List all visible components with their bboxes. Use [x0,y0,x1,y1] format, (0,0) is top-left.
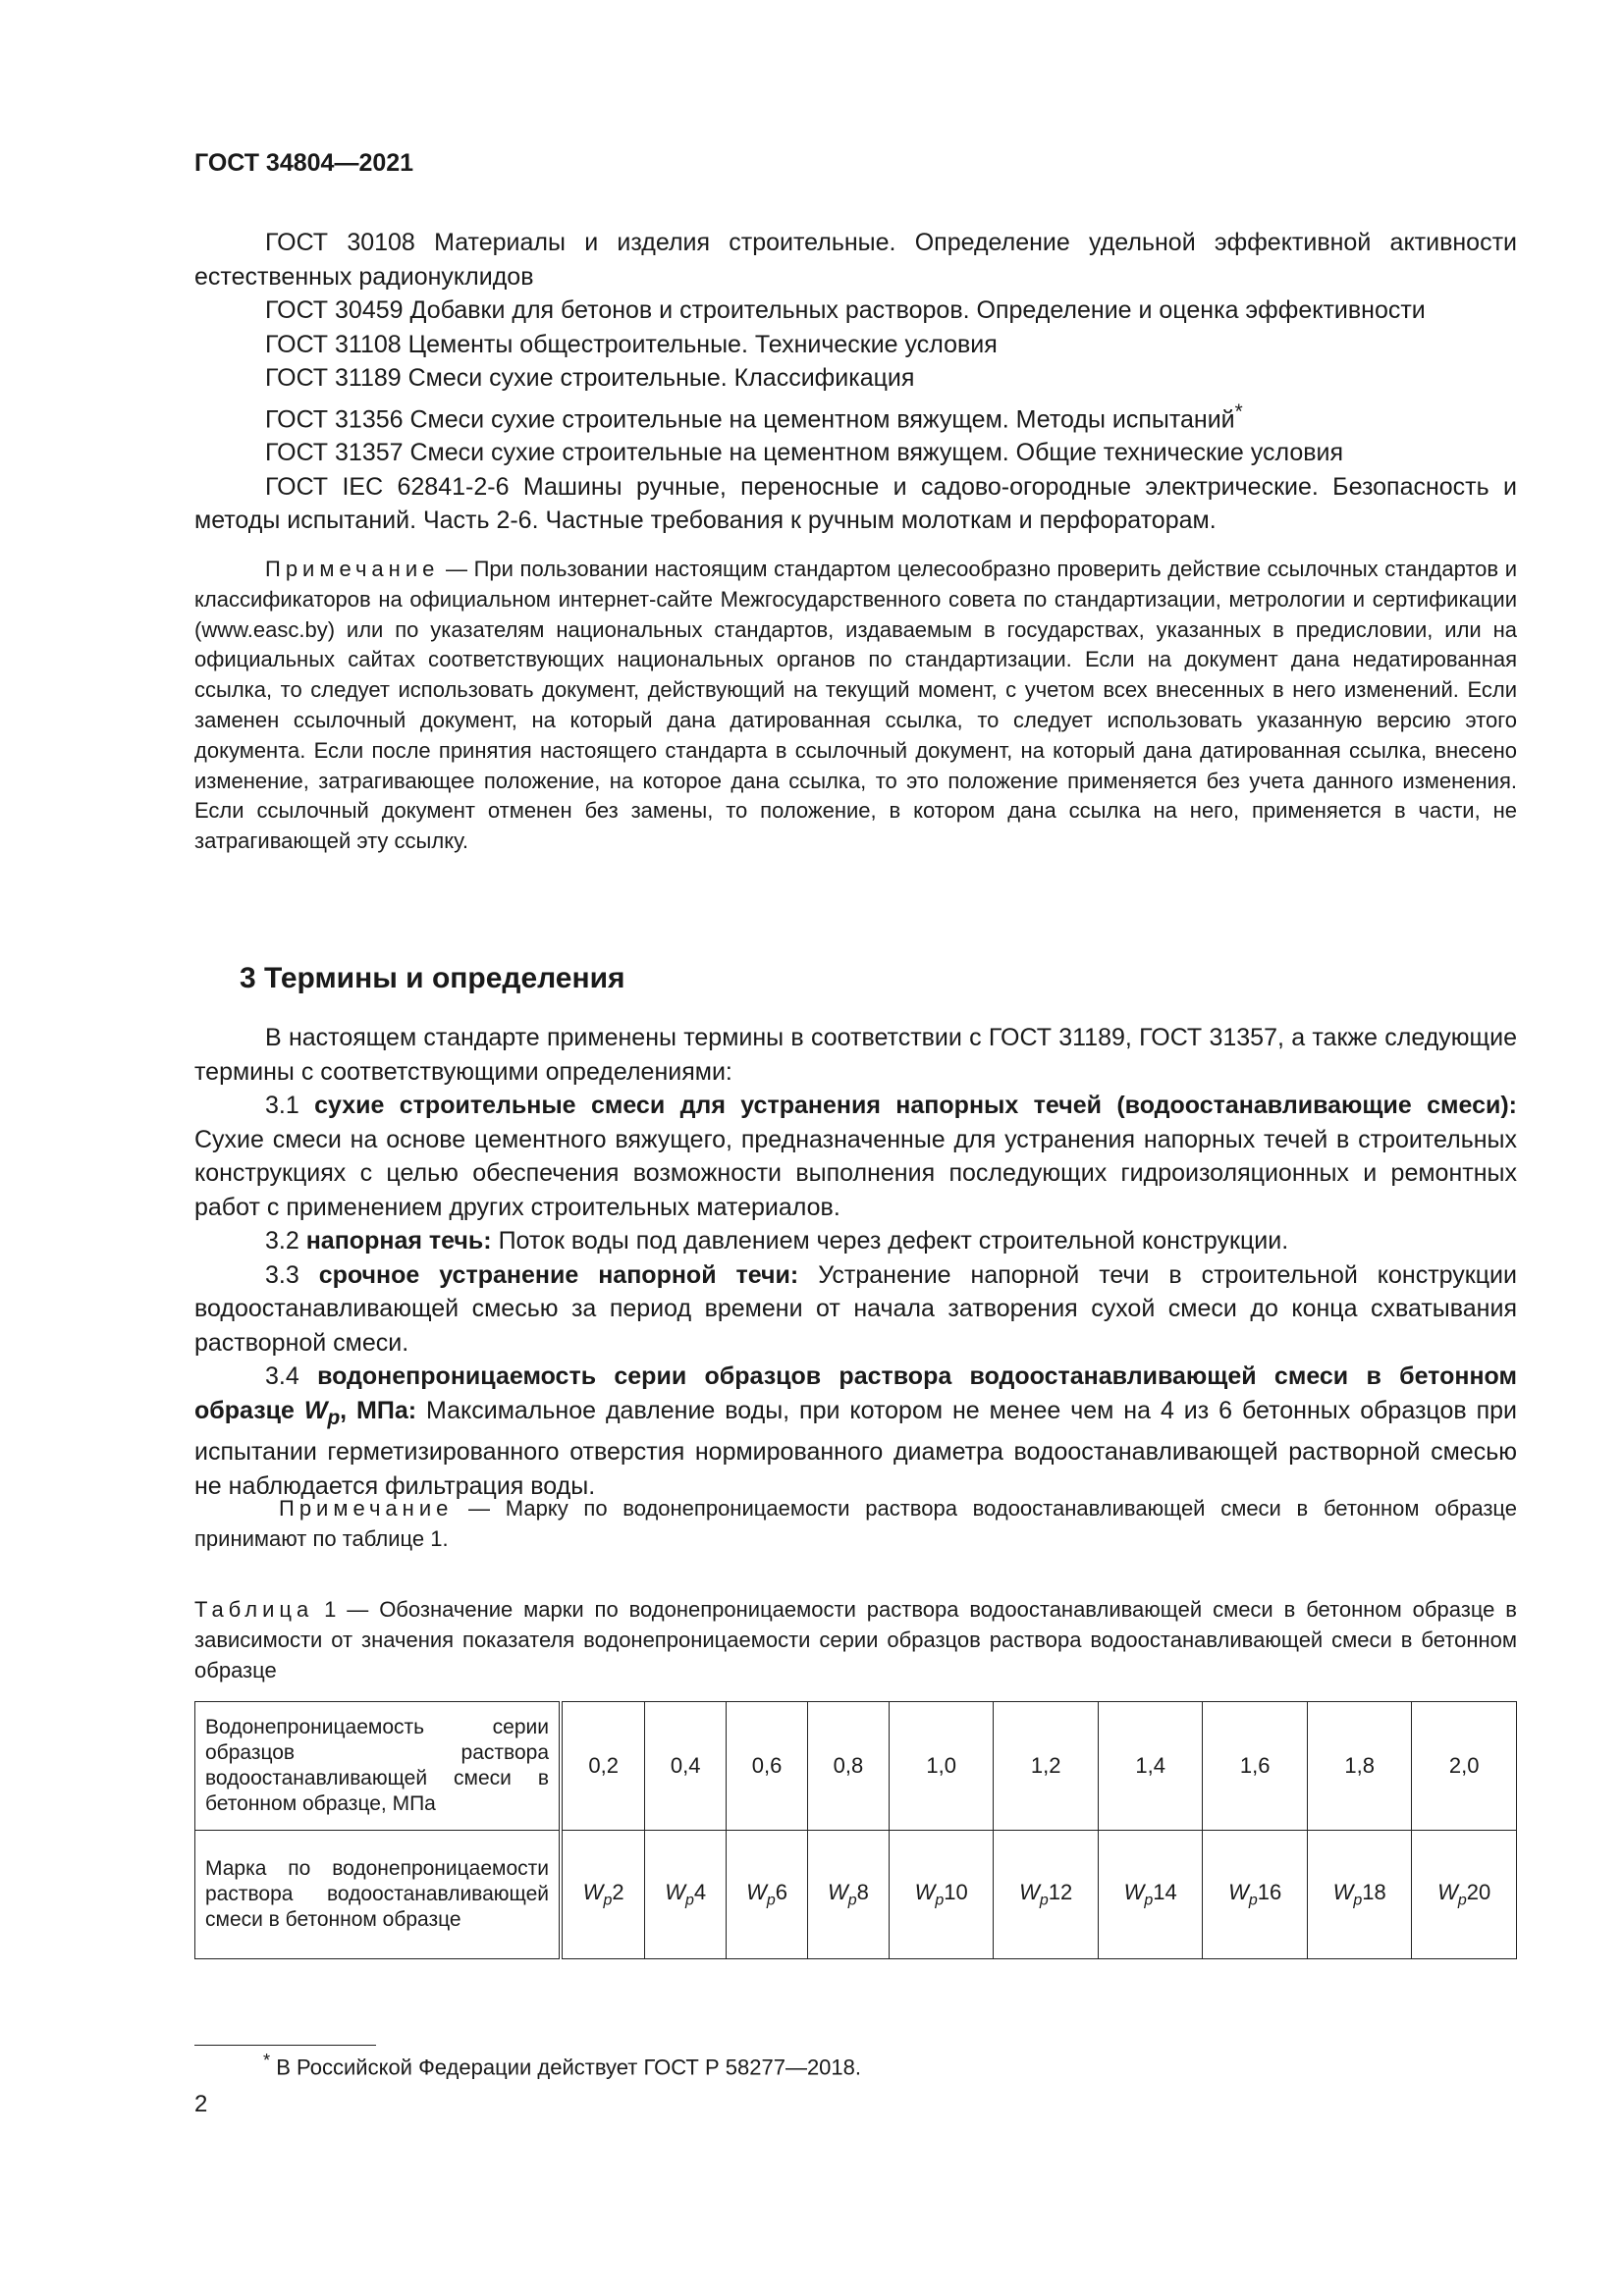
mark-cell: $W_p18$ [1307,1831,1412,1959]
definition: Поток воды под давлением через дефект строительной конструкции. [491,1227,1289,1255]
reference-text: ГОСТ 31356 Смеси сухие строительные на цементном вяжущем. Методы испытаний [265,404,1235,433]
mark-cell: $W_p4$ [645,1831,727,1959]
intro-paragraph: В настоящем стандарте применены термины в соответствии с ГОСТ 31189, ГОСТ 31357, а также следующие термины с соответствующими определениями: [194,1024,1517,1086]
note [194,555,1517,857]
value-cell: 1,4 [1098,1702,1203,1831]
page-number: 2 [194,2091,208,2117]
reference-item: ГОСТ IEC 62841-2-6 Машины ручные, переносные и садово-огородные электрические. Безопасность и методы испытаний. Часть 2-6. Частные требования к ручным молоткам и перфораторам. [194,472,1517,535]
table-row [195,1702,1517,1831]
value-cell: 0,6 [727,1702,808,1831]
table-caption [194,1595,1517,1685]
reference-item [194,396,1517,437]
mark-cell: $W_p2$ [561,1831,645,1959]
mark-cell: $W_p10$ [889,1831,994,1959]
value-cell: 2,0 [1412,1702,1517,1831]
term: напорная течь: [305,1227,492,1255]
reference-list [194,226,1517,538]
definition: Устранение напорной течи в строительной конструкции водоостанавливающей смесью за период времени от начала затворения сухой смеси до конца схватывания растворной смеси. [194,1260,1517,1357]
term-entry: 3.2 напорная течь: Поток воды под давлением через дефект строительной конструкции. [265,1227,1289,1255]
reference-item: ГОСТ 30108 Материалы и изделия строительные. Определение удельной эффективной активности естественных радионуклидов [194,229,1517,291]
terms-list [194,1021,1517,1503]
mark-cell: $W_p14$ [1098,1831,1203,1959]
value-cell: 0,8 [808,1702,890,1831]
definition: Сухие смеси на основе цементного вяжущего, предназначенные для устранения напорных течей в строительных конструкциях с целью обеспечения возможности выполнения последующих гидроизоляционных и ремонтных работ с применением других строительных материалов. [194,1125,1517,1221]
term: сухие строительные смеси для устранения напорных течей (водоостанавливающие смеси): [314,1092,1517,1119]
note-label: Примечание [279,1496,454,1521]
value-cell: 1,6 [1203,1702,1308,1831]
note [194,1494,1517,1555]
reference-item: ГОСТ 31357 Смеси сухие строительные на цементном вяжущем. Общие технические условия [265,439,1344,467]
mark-cell: $W_p6$ [727,1831,808,1959]
value-cell: 1,0 [889,1702,994,1831]
value-cell: 0,4 [645,1702,727,1831]
reference-item: ГОСТ 31189 Смеси сухие строительные. Классификация [265,364,915,392]
row-header: Марка по водонепроницаемости раствора водоостанавливающей смеси в бетонном образце [195,1831,562,1959]
footnote-divider [194,2045,376,2046]
value-cell: 1,8 [1307,1702,1412,1831]
term-entry: 3.1 сухие строительные смеси для устранения напорных течей (водоостанавливающие смеси): Сухие смеси на основе цементного вяжущего, предназначенные для устранения напорных течей в строительных конструкциях с целью обеспечения возможности выполнения последующих гидроизоляционных и ремонтных работ с применением других строительных материалов. [194,1092,1517,1221]
mark-cell: $W_p16$ [1203,1831,1308,1959]
mark-cell: $W_p8$ [808,1831,890,1959]
footnote-mark: * [1234,400,1243,423]
reference-item: ГОСТ 30459 Добавки для бетонов и строительных растворов. Определение и оценка эффективности [265,296,1426,324]
table-1 [194,1701,1517,1959]
term-entry: 3.4 водонепроницаемость серии образцов раствора водоостанавливающей смеси в бетонном образце $W_p$, МПа: Максимальное давление воды, при котором не менее чем на 4 из 6 бетонных образцов при испытании герметизированного отверстия нормированного диаметра водоостанавливающей растворной смесью не наблюдается фильтрация воды. [194,1362,1517,1500]
term: срочное устранение напорной течи: [318,1260,799,1289]
document-header: ГОСТ 34804—2021 [194,149,414,177]
note-text: — При пользовании настоящим стандартом целесообразно проверить действие ссылочных стандартов и классификаторов на официальном интернет-сайте Межгосударственного совета по стандартизации, метрологии и сертификации (www.easc.by) или по указателям национальных стандартов, издаваемым в государствах, указанных в предисловии, или на официальных сайтах соответствующих национальных органов по стандартизации. Если на документ дана недатированная ссылка, то следует использовать документ, действующий на текущий момент, с учетом всех внесенных в него изменений. Если заменен ссылочный документ, на который дана датированная ссылка, то следует использовать указанную версию этого документа. Если после принятия настоящего стандарта в ссылочный документ, на который дана датированная ссылка, внесено изменение, затрагивающее положение, на которое дана ссылка, то это положение применяется без учета данного изменения. Если ссылочный документ отменен без замены, то положение, в котором дана ссылка на него, применяется в части, не затрагивающей эту ссылку. [194,557,1517,854]
table-caption-text: 1 — Обозначение марки по водонепроницаемости раствора водоостанавливающей смеси в бетонном образце в зависимости от значения показателя водонепроницаемости серии образцов раствора водоостанавливающей смеси в бетонном образце [194,1597,1517,1682]
definition: Максимальное давление воды, при котором не менее чем на 4 из 6 бетонных образцов при испытании герметизированного отверстия нормированного диаметра водоостанавливающей растворной смесью не наблюдается фильтрация воды. [194,1396,1517,1500]
footnote: * В Российской Федерации действует ГОСТ Р 58277—2018. [263,2050,861,2080]
reference-item: ГОСТ 31108 Цементы общестроительные. Технические условия [265,330,998,358]
term: водонепроницаемость серии образцов раствора водоостанавливающей смеси в бетонном образце $W_p$, МПа: [194,1362,1517,1429]
row-header: Водонепроницаемость серии образцов раствора водоостанавливающей смеси в бетонном образце, МПа [195,1702,562,1831]
table-row [195,1831,1517,1959]
value-cell: 1,2 [994,1702,1099,1831]
note-text: — Марку по водонепроницаемости раствора водоостанавливающей смеси в бетонном образце принимают по таблице 1. [194,1496,1517,1551]
mark-cell: $W_p20$ [1412,1831,1517,1959]
note-label: Примечание [265,557,440,581]
mark-cell: $W_p12$ [994,1831,1099,1959]
value-cell: 0,2 [561,1702,645,1831]
section-title: 3 Термины и определения [240,962,625,994]
term-entry: 3.3 срочное устранение напорной течи: Устранение напорной течи в строительной конструкции водоостанавливающей смесью за период времени от начала затворения сухой смеси до конца схватывания растворной смеси. [194,1260,1517,1357]
table-label: Таблица [194,1597,314,1622]
